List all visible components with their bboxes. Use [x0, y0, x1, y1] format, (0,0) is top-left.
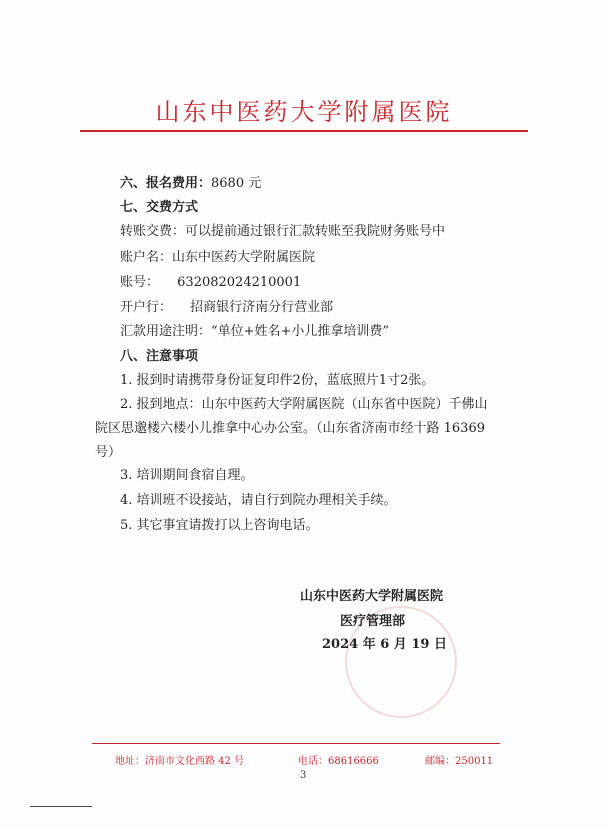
- remittance-purpose: 汇款用途注明：“单位+姓名+小儿推拿培训费”: [120, 324, 390, 339]
- fee-label: 六、报名费用：: [120, 176, 212, 191]
- account-number: 632082024210001: [177, 275, 302, 290]
- letterhead-divider: [80, 130, 528, 132]
- bank-label: 开户行：: [120, 300, 173, 315]
- signature-dept: 医疗管理部: [340, 614, 406, 629]
- letterhead-title: 山东中医药大学附属医院: [155, 98, 453, 126]
- bank-name: 招商银行济南分行营业部: [190, 300, 334, 315]
- note-item-1: 1. 报到时请携带身份证复印件2份，蓝底照片1寸2张。: [120, 373, 435, 388]
- note-item-2-line-1: 2. 报到地点：山东中医药大学附属医院（山东省中医院）千佛山: [120, 397, 488, 412]
- note-item-5: 5. 其它事宜请拨打以上咨询电话。: [120, 518, 319, 533]
- payment-heading: 七、交费方式: [120, 200, 199, 215]
- page-number: 3: [300, 770, 307, 781]
- bottom-rule: [30, 806, 92, 807]
- signature-date: 2024 年 6 月 19 日: [322, 637, 447, 652]
- notes-heading: 八、注意事项: [120, 349, 199, 364]
- footer-address: 地址：济南市文化西路 42 号: [115, 756, 245, 767]
- footer-phone: 电话：68616666: [298, 756, 379, 767]
- fee-value: 8680 元: [211, 176, 262, 191]
- fee-line: [120, 172, 261, 191]
- note-item-4: 4. 培训班不设接站，请自行到院办理相关手续。: [120, 493, 397, 508]
- note-item-2-line-3: 号）: [95, 445, 122, 460]
- signature-org: 山东中医药大学附属医院: [300, 589, 444, 604]
- bank-line: [120, 296, 333, 315]
- note-item-2-line-2: 院区思邈楼六楼小儿推拿中心办公室。（山东省济南市经十路 16369: [95, 421, 485, 436]
- footer-postcode: 邮编：250011: [425, 756, 494, 767]
- account-name: 账户名：山东中医药大学附属医院: [120, 250, 316, 265]
- footer-divider: [92, 743, 500, 744]
- account-number-label: 账号：: [120, 275, 160, 290]
- note-item-3: 3. 培训期间食宿自理。: [120, 468, 254, 483]
- account-number-line: [120, 271, 301, 290]
- transfer-text: 转账交费：可以提前通过银行汇款转账至我院财务账号中: [120, 224, 446, 239]
